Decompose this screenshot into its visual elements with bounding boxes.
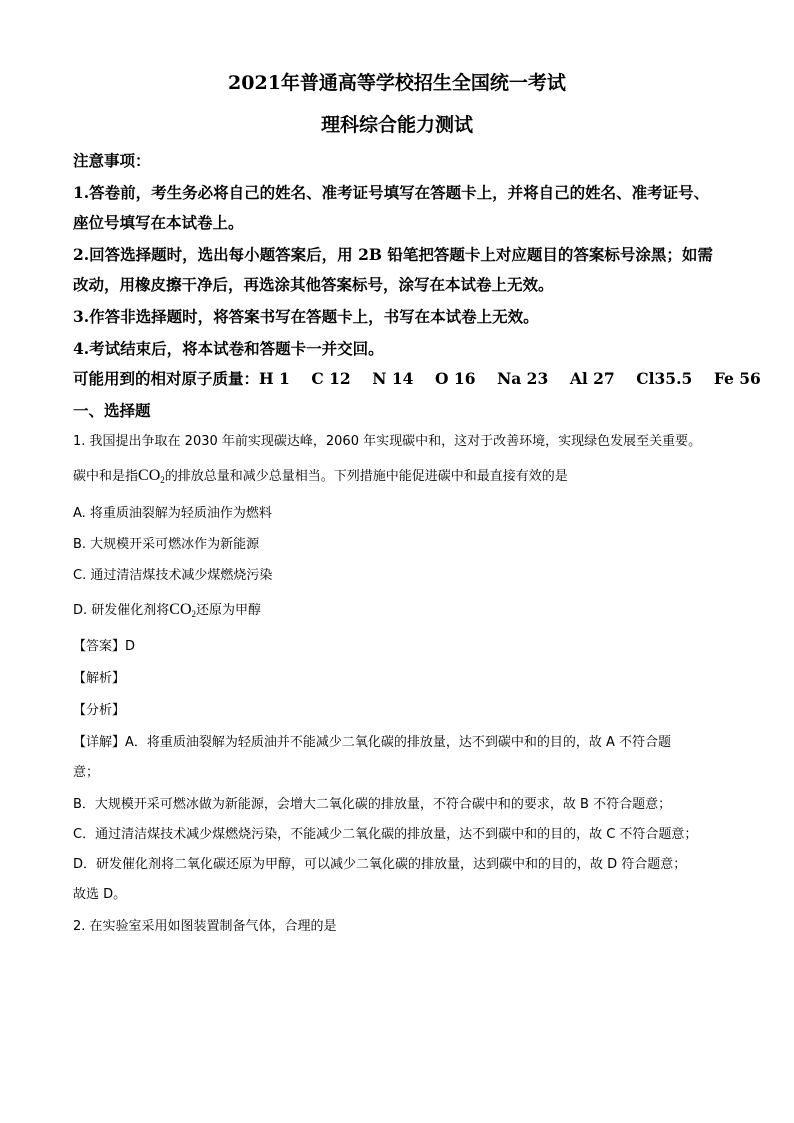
notice-line-3: 3.作答非选择题时，将答案书写在答题卡上，书写在本试卷上无效。: [73, 307, 539, 326]
notice-line-1-cont: 座位号填写在本试卷上。: [73, 213, 244, 232]
q1-detail-line5: D．研发催化剂将二氧化碳还原为甲醇，可以减少二氧化碳的排放量，达到碳中和的目的，故 D 符合题意；: [73, 857, 687, 872]
q1-option-d-post: 还原为甲醇: [196, 603, 262, 618]
q1-stem-line2: [73, 467, 568, 489]
q1-stem-pre: 碳中和是指: [73, 469, 139, 484]
q1-stem-post: 的排放总量和减少总量相当。下列措施中能促进碳中和最直接有效的是: [164, 469, 568, 484]
notice-line-1: 1.答卷前，考生务必将自己的姓名、准考证号填写在答题卡上，并将自己的姓名、准考证号、: [73, 183, 710, 202]
q1-option-b: B. 大规模开采可燃冰作为新能源: [73, 537, 260, 552]
q1-detail-line6: 故选 D。: [73, 887, 127, 902]
exam-title: 2021年普通高等学校招生全国统一考试: [228, 72, 566, 94]
notice-heading: 注意事项：: [73, 151, 151, 170]
q1-detail-line2: 意；: [73, 765, 100, 780]
q1-option-d: [73, 601, 261, 623]
q1-detail-line1: 【详解】A．将重质油裂解为轻质油并不能减少二氧化碳的排放量，达不到碳中和的目的，故 A 不符合题: [73, 735, 672, 750]
notice-line-4: 4.考试结束后，将本试卷和答题卡一并交回。: [73, 339, 384, 358]
notice-line-2: 2.回答选择题时，选出每小题答案后，用 2B 铅笔把答题卡上对应题目的答案标号涂黑；如需: [73, 245, 713, 264]
notice-line-2-cont: 改动，用橡皮擦干净后，再选涂其他答案标号，涂写在本试卷上无效。: [73, 275, 554, 294]
q1-option-c: C. 通过清洁煤技术减少煤燃烧污染: [73, 568, 273, 583]
q1-answer: 【答案】D: [73, 639, 136, 654]
co2-formula: $CO_2$: [169, 601, 197, 619]
q1-detail-line4: C．通过清洁煤技术减少煤燃烧污染，不能减少二氧化碳的排放量，达不到碳中和的目的，故 C 不符合题意；: [73, 827, 698, 842]
q1-analysis-label: 【解析】: [73, 671, 126, 686]
q1-detail-line3: B．大规模开采可燃冰做为新能源，会增大二氧化碳的排放量，不符合碳中和的要求，故 B 不符合题意；: [73, 797, 672, 812]
q1-breakdown-label: 【分析】: [73, 703, 126, 718]
atomic-masses: 可能用到的相对原子质量：H 1 C 12 N 14 O 16 Na 23 Al 27 Cl35.5 Fe 56: [73, 369, 761, 388]
q1-option-d-pre: D. 研发催化剂将: [73, 603, 170, 618]
co2-formula: $CO_2$: [138, 467, 165, 485]
section-title: 一、选择题: [73, 401, 151, 420]
q1-stem-line1: 1. 我国提出争取在 2030 年前实现碳达峰，2060 年实现碳中和，这对于改善环境，实现绿色发展至关重要。: [73, 434, 702, 449]
exam-subtitle: 理科综合能力测试: [320, 114, 473, 136]
q2-stem: 2. 在实验室采用如图装置制备气体，合理的是: [73, 919, 337, 934]
q1-option-a: A. 将重质油裂解为轻质油作为燃料: [73, 506, 272, 521]
